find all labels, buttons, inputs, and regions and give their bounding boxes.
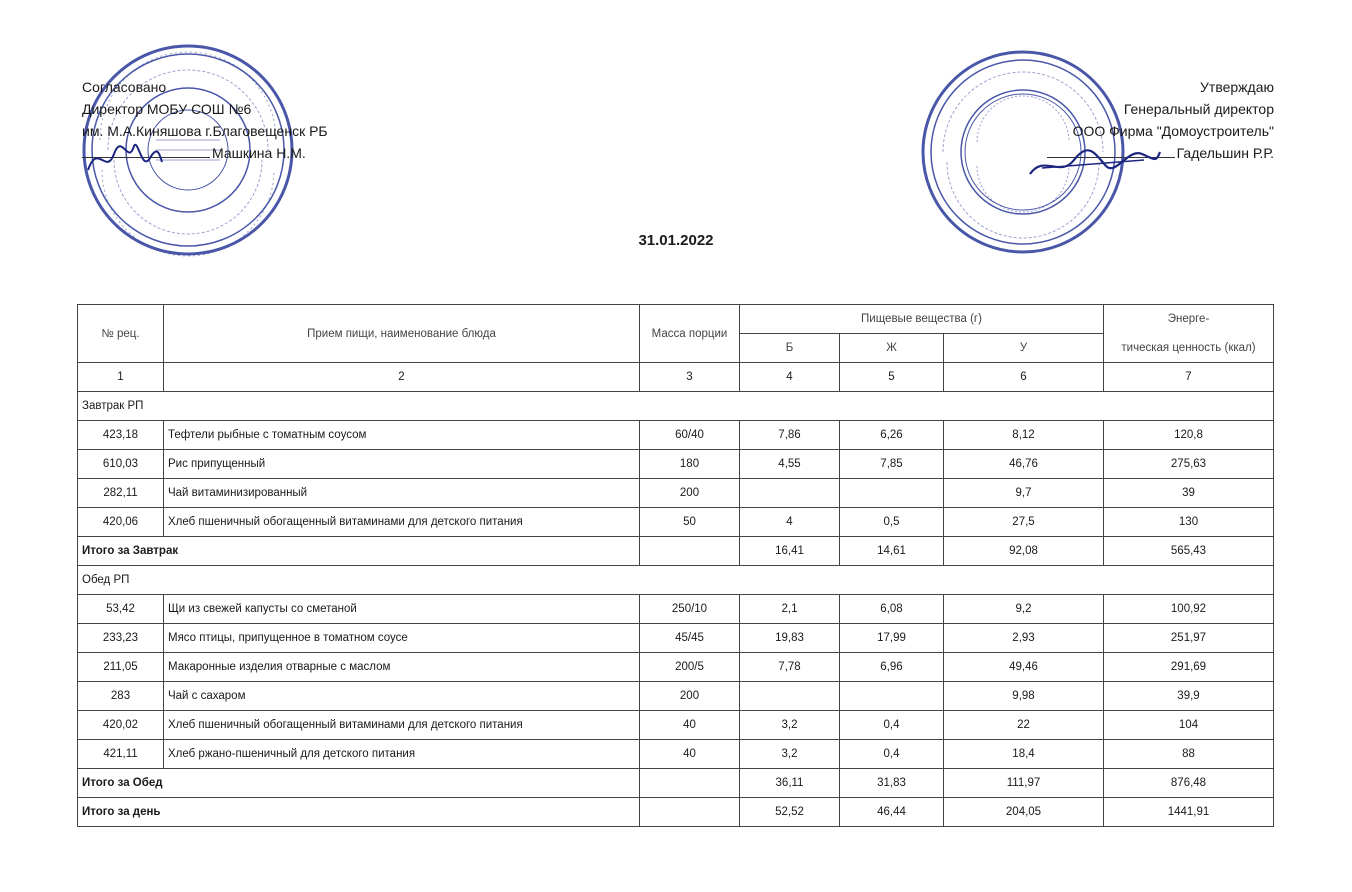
col-header-zh: Ж xyxy=(840,334,944,363)
cell-b xyxy=(740,479,840,508)
cell-dish: Рис припущенный xyxy=(164,450,640,479)
section-row-breakfast xyxy=(78,392,1274,421)
col-number: 2 xyxy=(164,363,640,392)
col-header-portion: Масса порции xyxy=(640,305,740,363)
cell-mass: 200 xyxy=(640,682,740,711)
cell-mass: 250/10 xyxy=(640,595,740,624)
approval-left xyxy=(82,76,328,164)
cell-zh: 6,26 xyxy=(840,421,944,450)
cell-dish: Хлеб пшеничный обогащенный витаминами для детского питания xyxy=(164,508,640,537)
cell-rec: 53,42 xyxy=(78,595,164,624)
total-row-day xyxy=(78,798,1274,827)
cell-kcal: 39 xyxy=(1104,479,1274,508)
cell-u: 18,4 xyxy=(944,740,1104,769)
col-number: 7 xyxy=(1104,363,1274,392)
cell-zh: 31,83 xyxy=(840,769,944,798)
cell-mass xyxy=(640,537,740,566)
approval-left-signer: Машкина Н.М. xyxy=(212,145,306,161)
col-number: 6 xyxy=(944,363,1104,392)
cell-zh: 7,85 xyxy=(840,450,944,479)
section-title: Завтрак РП xyxy=(78,392,1274,421)
cell-rec: 211,05 xyxy=(78,653,164,682)
cell-u: 46,76 xyxy=(944,450,1104,479)
cell-kcal: 39,9 xyxy=(1104,682,1274,711)
cell-b: 3,2 xyxy=(740,711,840,740)
cell-mass: 60/40 xyxy=(640,421,740,450)
cell-dish: Макаронные изделия отварные с маслом xyxy=(164,653,640,682)
col-header-energy-1: Энерге- xyxy=(1104,305,1274,334)
cell-kcal: 275,63 xyxy=(1104,450,1274,479)
cell-mass xyxy=(640,769,740,798)
cell-zh: 0,4 xyxy=(840,740,944,769)
col-number: 3 xyxy=(640,363,740,392)
col-header-nutrients: Пищевые вещества (г) xyxy=(740,305,1104,334)
total-row-lunch xyxy=(78,769,1274,798)
cell-dish: Щи из свежей капусты со сметаной xyxy=(164,595,640,624)
table-row xyxy=(78,508,1274,537)
approval-left-organization: им. М.А.Киняшова г.Благовещенск РБ xyxy=(82,123,328,139)
cell-dish: Тефтели рыбные с томатным соусом xyxy=(164,421,640,450)
cell-zh: 0,4 xyxy=(840,711,944,740)
cell-mass: 50 xyxy=(640,508,740,537)
cell-rec: 420,06 xyxy=(78,508,164,537)
cell-kcal: 291,69 xyxy=(1104,653,1274,682)
cell-mass: 200/5 xyxy=(640,653,740,682)
total-label: Итого за день xyxy=(78,798,640,827)
cell-u: 22 xyxy=(944,711,1104,740)
cell-rec: 420,02 xyxy=(78,711,164,740)
total-label: Итого за Обед xyxy=(78,769,640,798)
cell-dish: Чай витаминизированный xyxy=(164,479,640,508)
menu-table xyxy=(77,304,1274,827)
col-header-energy-2: тическая ценность (ккал) xyxy=(1104,334,1274,363)
table-row xyxy=(78,711,1274,740)
total-row-breakfast xyxy=(78,537,1274,566)
approval-right-signature-line xyxy=(1047,142,1274,164)
cell-dish: Мясо птицы, припущенное в томатном соусе xyxy=(164,624,640,653)
cell-kcal: 876,48 xyxy=(1104,769,1274,798)
cell-b: 7,86 xyxy=(740,421,840,450)
cell-u: 9,7 xyxy=(944,479,1104,508)
cell-b: 16,41 xyxy=(740,537,840,566)
col-header-u: У xyxy=(944,334,1104,363)
cell-rec: 282,11 xyxy=(78,479,164,508)
cell-kcal: 104 xyxy=(1104,711,1274,740)
cell-b: 2,1 xyxy=(740,595,840,624)
col-number: 1 xyxy=(78,363,164,392)
cell-dish: Чай с сахаром xyxy=(164,682,640,711)
signature-underline xyxy=(1047,143,1175,158)
total-label: Итого за Завтрак xyxy=(78,537,640,566)
cell-b: 4,55 xyxy=(740,450,840,479)
approval-right-position: Генеральный директор xyxy=(1123,101,1274,117)
approval-left-position: Директор МОБУ СОШ №6 xyxy=(82,101,252,117)
header-row xyxy=(78,305,1274,334)
approval-left-title: Согласовано xyxy=(82,79,167,95)
cell-b: 52,52 xyxy=(740,798,840,827)
section-row-lunch xyxy=(78,566,1274,595)
approval-right-signer: Гадельшин Р.Р. xyxy=(1176,145,1274,161)
cell-kcal: 88 xyxy=(1104,740,1274,769)
section-title: Обед РП xyxy=(78,566,1274,595)
cell-kcal: 100,92 xyxy=(1104,595,1274,624)
cell-zh: 17,99 xyxy=(840,624,944,653)
cell-kcal: 130 xyxy=(1104,508,1274,537)
table-row xyxy=(78,740,1274,769)
cell-u: 2,93 xyxy=(944,624,1104,653)
cell-u: 49,46 xyxy=(944,653,1104,682)
cell-u: 27,5 xyxy=(944,508,1104,537)
table-row xyxy=(78,450,1274,479)
cell-zh: 6,96 xyxy=(840,653,944,682)
column-numbers-row xyxy=(78,363,1274,392)
cell-rec: 610,03 xyxy=(78,450,164,479)
cell-rec: 233,23 xyxy=(78,624,164,653)
cell-b: 7,78 xyxy=(740,653,840,682)
cell-zh: 46,44 xyxy=(840,798,944,827)
cell-u: 9,98 xyxy=(944,682,1104,711)
cell-rec: 423,18 xyxy=(78,421,164,450)
table-row xyxy=(78,479,1274,508)
approval-right-title: Утверждаю xyxy=(1200,79,1274,95)
cell-u: 111,97 xyxy=(944,769,1104,798)
cell-dish: Хлеб пшеничный обогащенный витаминами для детского питания xyxy=(164,711,640,740)
cell-kcal: 120,8 xyxy=(1104,421,1274,450)
cell-mass: 180 xyxy=(640,450,740,479)
cell-zh xyxy=(840,682,944,711)
approval-left-signature-line xyxy=(82,142,328,164)
cell-zh: 14,61 xyxy=(840,537,944,566)
cell-zh xyxy=(840,479,944,508)
cell-b xyxy=(740,682,840,711)
col-header-b: Б xyxy=(740,334,840,363)
cell-b: 36,11 xyxy=(740,769,840,798)
table-row xyxy=(78,595,1274,624)
cell-b: 4 xyxy=(740,508,840,537)
col-header-rec-no: № рец. xyxy=(78,305,164,363)
cell-b: 19,83 xyxy=(740,624,840,653)
cell-u: 92,08 xyxy=(944,537,1104,566)
cell-u: 8,12 xyxy=(944,421,1104,450)
cell-rec: 283 xyxy=(78,682,164,711)
cell-u: 9,2 xyxy=(944,595,1104,624)
cell-kcal: 1441,91 xyxy=(1104,798,1274,827)
table-row xyxy=(78,653,1274,682)
menu-date: 31.01.2022 xyxy=(638,232,714,249)
table-row xyxy=(78,682,1274,711)
cell-dish: Хлеб ржано-пшеничный для детского питания xyxy=(164,740,640,769)
cell-b: 3,2 xyxy=(740,740,840,769)
approval-right xyxy=(1047,76,1274,164)
table-row xyxy=(78,624,1274,653)
cell-mass: 40 xyxy=(640,711,740,740)
cell-kcal: 251,97 xyxy=(1104,624,1274,653)
cell-mass: 40 xyxy=(640,740,740,769)
col-header-dish: Прием пищи, наименование блюда xyxy=(164,305,640,363)
cell-zh: 6,08 xyxy=(840,595,944,624)
col-number: 4 xyxy=(740,363,840,392)
signature-underline xyxy=(82,143,210,158)
cell-rec: 421,11 xyxy=(78,740,164,769)
col-number: 5 xyxy=(840,363,944,392)
cell-zh: 0,5 xyxy=(840,508,944,537)
cell-mass xyxy=(640,798,740,827)
cell-mass: 200 xyxy=(640,479,740,508)
cell-mass: 45/45 xyxy=(640,624,740,653)
cell-u: 204,05 xyxy=(944,798,1104,827)
approval-right-organization: ООО Фирма "Домоустроитель" xyxy=(1072,123,1274,139)
cell-kcal: 565,43 xyxy=(1104,537,1274,566)
table-row xyxy=(78,421,1274,450)
